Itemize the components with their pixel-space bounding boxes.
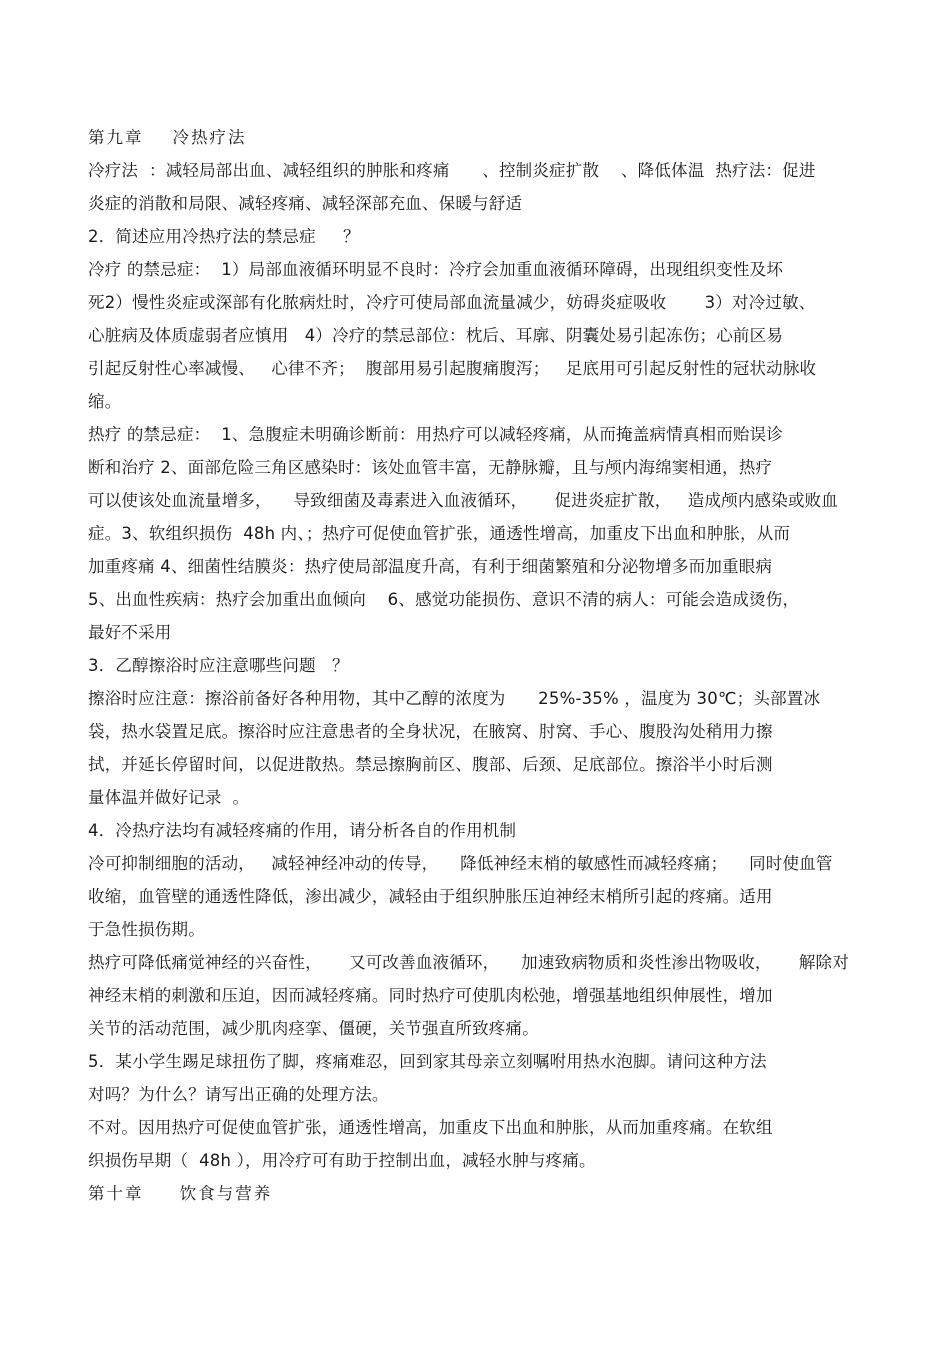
text-line: 冷可抑制细胞的活动， 减轻神经冲动的传导， 降低神经末梢的敏感性而减轻疼痛； 同时使血管 [88, 854, 833, 873]
text-line: 冷疗法 ：减轻局部出血、减轻组织的肿胀和疼痛 、控制炎症扩散 、降低体温 热疗法：促进 [88, 161, 816, 180]
text-line: 袋，热水袋置足底。擦浴时应注意患者的全身状况，在腋窝、肘窝、手心、腹股沟处稍用力擦 [88, 722, 773, 741]
text-line: 炎症的消散和局限、减轻疼痛、减轻深部充血、保暖与舒适 [88, 194, 523, 213]
text-line: 关节的活动范围，减少肌肉痉挛、僵硬，关节强直所致疼痛。 [88, 1019, 539, 1038]
text-line: 神经末梢的刺激和压迫，因而减轻疼痛。同时热疗可使肌肉松弛，增强基地组织伸展性，增加 [88, 986, 773, 1005]
text-line: 死2）慢性炎症或深部有化脓病灶时，冷疗可使局部血流量减少，妨碍炎症吸收 3）对冷过敏、 [88, 293, 816, 312]
text-line: 收缩，血管壁的通透性降低，渗出减少，减轻由于组织肿胀压迫神经末梢所引起的疼痛。适用 [88, 887, 773, 906]
question-heading: 3．乙醇擦浴时应注意哪些问题 ？ [88, 656, 349, 675]
text-line: 断和治疗 2、面部危险三角区感染时：该处血管丰富，无静脉瓣，且与颅内海绵窦相通，热疗 [88, 458, 773, 477]
text-line: 加重疼痛 4、细菌性结膜炎：热疗使局部温度升高，有利于细菌繁殖和分泌物增多而加重眼病 [88, 557, 773, 576]
question-heading: 5．某小学生踢足球扭伤了脚，疼痛难忍，回到家其母亲立刻嘱咐用热水泡脚。请问这种方法 [88, 1052, 767, 1071]
text-line: 可以使该处血流量增多， 导致细菌及毒素进入血液循环， 促进炎症扩散， 造成颅内感染或败血 [88, 491, 839, 510]
text-line: 量体温并做好记录 。 [88, 788, 250, 807]
text-line: 热疗可降低痛觉神经的兴奋性， 又可改善血液循环， 加速致病物质和炎性渗出物吸收， 解除对 [88, 953, 849, 972]
text-line: 最好不采用 [88, 623, 172, 642]
text-line: 拭，并延长停留时间，以促进散热。禁忌擦胸前区、腹部、后颈、足底部位。擦浴半小时后测 [88, 755, 773, 774]
text-line: 于急性损伤期。 [88, 920, 205, 939]
chapter-heading: 第十章 饮食与营养 [88, 1184, 273, 1203]
question-heading: 2．简述应用冷热疗法的禁忌症 ？ [88, 227, 360, 246]
document-page [88, 121, 868, 1210]
text-line: 对吗？为什么？请写出正确的处理方法。 [88, 1085, 389, 1104]
text-line: 织损伤早期（ 48h ），用冷疗可有助于控制出血，减轻水肿与疼痛。 [88, 1151, 596, 1170]
text-line: 5、出血性疾病：热疗会加重出血倾向 6、感觉功能损伤、意识不清的病人：可能会造成烫伤， [88, 590, 800, 609]
text-line: 冷疗 的禁忌症： 1）局部血液循环明显不良时：冷疗会加重血液循环障碍，出现组织变性及坏 [88, 260, 784, 279]
text-line: 心脏病及体质虚弱者应慎用 4）冷疗的禁忌部位：枕后、耳廓、阴囊处易引起冻伤；心前区易 [88, 326, 784, 345]
text-line: 不对。因用热疗可促使血管扩张，通透性增高，加重皮下出血和肿胀，从而加重疼痛。在软组 [88, 1118, 773, 1137]
text-line: 症。3、软组织损伤 48h 内、；热疗可促使血管扩张，通透性增高，加重皮下出血和肿胀，从而 [88, 524, 791, 543]
text-line: 引起反射性心率减慢、 心律不齐； 腹部用易引起腹痛腹泻； 足底用可引起反射性的冠状动脉收 [88, 359, 817, 378]
text-line: 热疗 的禁忌症： 1、急腹症未明确诊断前：用热疗可以减轻疼痛，从而掩盖病情真相而贻误诊 [88, 425, 784, 444]
text-line: 缩。 [88, 392, 122, 411]
question-heading: 4．冷热疗法均有减轻疼痛的作用，请分析各自的作用机制 [88, 821, 517, 840]
text-line: 擦浴时应注意：擦浴前备好各种用物，其中乙醇的浓度为 25%-35% ，温度为 30℃；头部置冰 [88, 689, 821, 708]
chapter-heading: 第九章 冷热疗法 [88, 128, 247, 147]
